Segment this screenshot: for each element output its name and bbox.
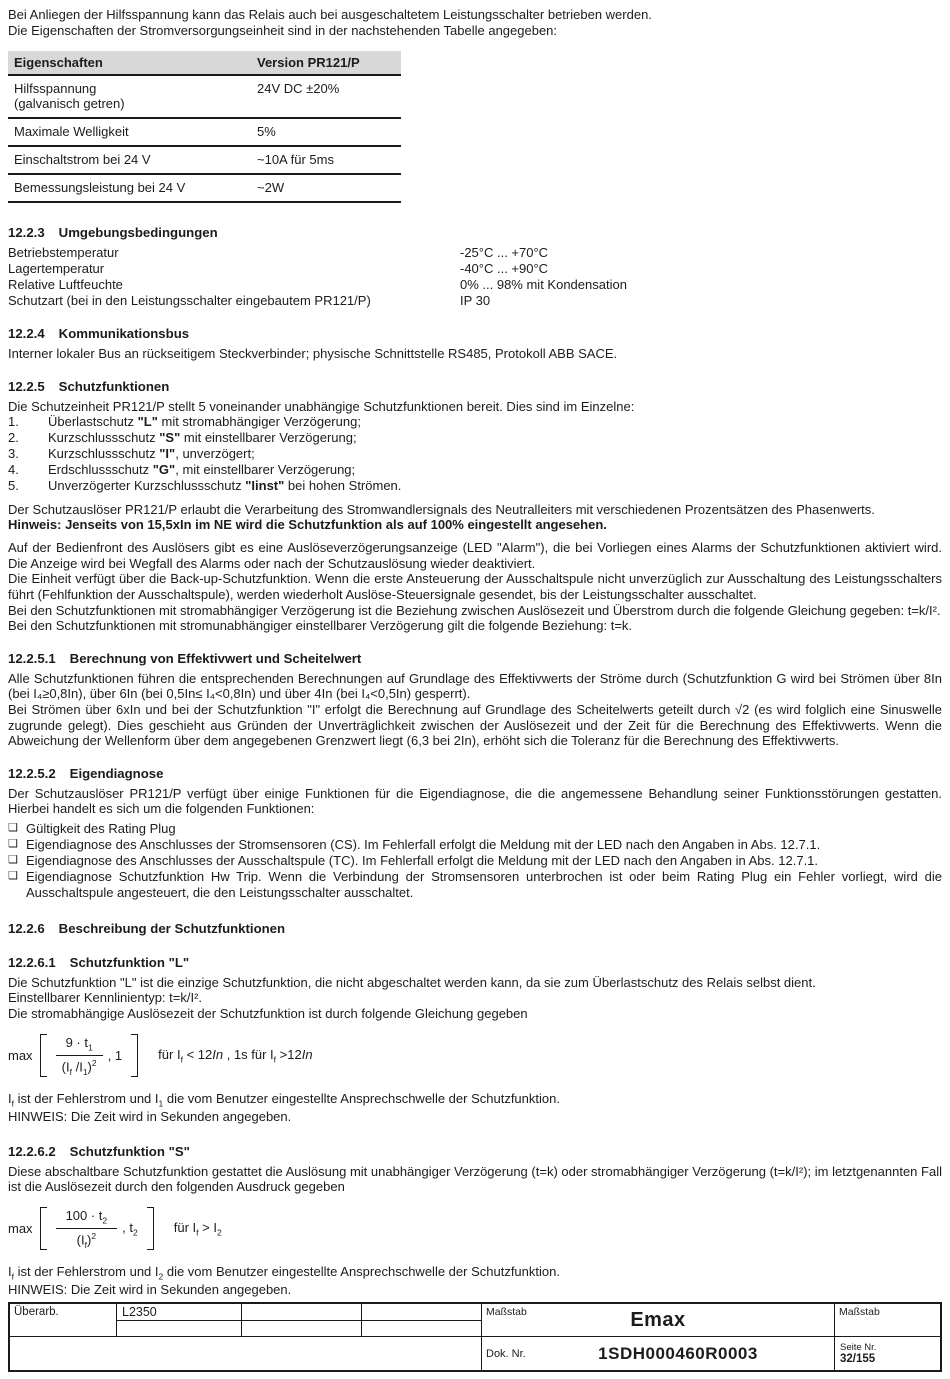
page-number: 32/155 — [840, 1353, 876, 1365]
list-text: Kurzschlussschutz "I", unverzögert; — [48, 446, 255, 462]
function-behaviour-block — [8, 540, 942, 634]
section-number: 12.2.6.1 — [8, 954, 56, 970]
table-header-version: Version PR121/P — [251, 51, 401, 75]
list-item — [8, 462, 942, 478]
bullet-item — [8, 837, 942, 853]
bullet-item — [8, 869, 942, 901]
seite-nr-label: Seite Nr. — [840, 1342, 877, 1353]
table-cell-label: Hilfsspannung (galvanisch getren) — [8, 75, 251, 118]
kommunikationsbus-paragraph: Interner lokaler Bus an rückseitigem Steckverbinder; physische Schnittstelle RS485, Protokoll ABB SACE. — [8, 346, 618, 362]
massstab-label: Maßstab — [839, 1306, 880, 1318]
product-name: Emax — [630, 1308, 686, 1331]
list-item — [8, 430, 942, 446]
section-heading-12-2-4 — [8, 326, 942, 341]
schutzfunktionen-intro: Die Schutzeinheit PR121/P stellt 5 voneinander unabhängige Schutzfunktionen bereit. Dies sind im Einzelne: — [8, 398, 635, 414]
section-title: Schutzfunktionen — [58, 378, 170, 394]
function-s-paragraph-1: Diese abschaltbare Schutzfunktion gestattet die Auslösung mit unabhängiger Verzögerung (t=k) oder stromabhängiger Verzögerung (t=k/I²); im letztgenannten Fall ist die Auslösezeit durch den folgenden Ausdruck gegeben — [8, 1163, 942, 1195]
table-cell-label: Maximale Welligkeit — [8, 118, 251, 146]
section-number: 12.2.4 — [8, 326, 45, 342]
list-text: Überlastschutz "L" mit stromabhängiger Verzögerung; — [48, 414, 361, 430]
table-header-row — [8, 51, 401, 75]
section-title: Schutzfunktion "S" — [69, 1143, 190, 1159]
section-title: Umgebungsbedingungen — [58, 225, 218, 241]
fraction-numerator: $100 \cdot t_2$ — [56, 1207, 118, 1230]
section-heading-12-2-5-2 — [8, 766, 942, 781]
neutral-conductor-paragraph: Der Schutzauslöser PR121/P erlaubt die Verarbeitung des Stromwandlersignals des Neutralleiters mit verschiedenen Prozentsätzen des Phasenwerts. Hinweis: Jenseits von 15,5xIn im NE wird die Schutzfunktion als auf 100% eingestellt angesehen. — [8, 502, 875, 533]
section-number: 12.2.5.2 — [8, 765, 56, 781]
env-condition-row: Relative Luftfeuchte 0% ... 98% mit Kondensation — [8, 277, 627, 293]
function-l-hinweis: HINWEIS: Die Zeit wird in Sekunden angegeben. — [8, 1108, 292, 1124]
table-cell-value: 5% — [251, 118, 401, 146]
intro-line-1: Bei Anliegen der Hilfsspannung kann das Relais auch bei ausgeschaltetem Leistungsschalter betrieben werden. — [8, 7, 652, 22]
title-block-row-2 — [10, 1337, 940, 1370]
peak-calculation-paragraph: Bei Strömen über 6xIn und bei der Schutzfunktion "I" erfolgt die Berechnung auf Grundlage des Scheitelwerts geteilt durch √2 (es wird folglich eine Sinuswelle zugrunde gelegt). Dies geschieht aus Gründen der Unverträglichkeit zwischen der Auslösezeit und der Zeit für die Berechnung des Effektivwerts. Wenn die Abweichung der Wellenform über dem angegebenen Grenzwert liegt (6,3 bei 2In), erhöht sich die Toleranz für die Berechnung des Effektivwerts. — [8, 701, 942, 749]
function-s-hinweis: HINWEIS: Die Zeit wird in Sekunden angegeben. — [8, 1282, 292, 1298]
section-number: 12.2.5 — [8, 378, 45, 394]
list-item — [8, 414, 942, 430]
function-l-paragraph-2: Einstellbarer Kennlinientyp: t=k/I². — [8, 990, 203, 1006]
bullet-item — [8, 853, 942, 869]
section-heading-12-2-6-1 — [8, 955, 942, 970]
checkbox-bullet-icon: ❑ — [8, 853, 18, 866]
section-title: Eigendiagnose — [69, 765, 164, 781]
list-text: Unverzögerter Kurzschlussschutz "Iinst" bei hohen Strömen. — [48, 478, 402, 494]
document-number: 1SDH000460R0003 — [598, 1343, 758, 1363]
fraction-numerator: $9 \cdot t_1$ — [56, 1034, 103, 1057]
list-number: 5. — [8, 478, 19, 494]
function-l-variables-note: $I_f$ ist der Fehlerstrom und $I_1$ die vom Benutzer eingestellte Ansprechschwelle der Schutzfunktion. — [8, 1091, 560, 1109]
revision-empty-cell — [362, 1321, 482, 1336]
list-number: 1. — [8, 414, 19, 430]
formula-second-argument: , $t_2$ — [122, 1219, 138, 1238]
section-title: Beschreibung der Schutzfunktionen — [58, 920, 286, 936]
section-heading-12-2-5 — [8, 379, 942, 394]
fraction — [56, 1034, 103, 1078]
section-number: 12.2.3 — [8, 225, 45, 241]
section-heading-12-2-6 — [8, 921, 942, 936]
bullet-text: Eigendiagnose des Anschlusses der Ausschaltspule (TC). Im Fehlerfall erfolgt die Meldung mit der LED nach den Angaben in Abs. 12.7.1. — [26, 852, 819, 868]
table-cell-label: Einschaltstrom bei 24 V — [8, 146, 251, 174]
env-condition-row: Schutzart (bei in den Leistungsschalter eingebautem PR121/P) IP 30 — [8, 293, 491, 309]
bullet-text: Eigendiagnose des Anschlusses der Stromsensoren (CS). Im Fehlerfall erfolgt die Meldung mit der LED nach den Angaben in Abs. 12.7.1. — [26, 836, 821, 852]
table-row — [8, 174, 401, 202]
hinweis-note: Hinweis: Jenseits von 15,5xIn im NE wird die Schutzfunktion als auf 100% eingestellt angesehen. — [8, 517, 607, 533]
section-title: Berechnung von Effektivwert und Scheitelwert — [69, 650, 362, 666]
title-block-row-1 — [10, 1304, 940, 1337]
table-header-eigenschaften: Eigenschaften — [8, 51, 251, 75]
table-cell-value: ~2W — [251, 174, 401, 202]
checkbox-bullet-icon: ❑ — [8, 821, 18, 834]
function-s-variables-note: $I_f$ ist der Fehlerstrom und $I_2$ die vom Benutzer eingestellte Ansprechschwelle der Schutzfunktion. — [8, 1264, 560, 1282]
intro-line-2: Die Eigenschaften der Stromversorgungseinheit sind in der nachstehenden Tabelle angegeben: — [8, 22, 558, 38]
section-heading-12-2-6-2 — [8, 1144, 942, 1159]
fraction-denominator: $(I_f)^2$ — [76, 1231, 97, 1251]
fraction-denominator: ($I_f$ $/I_1)^2$ — [61, 1058, 97, 1078]
open-bracket — [40, 1034, 47, 1078]
selfdiagnosis-list — [8, 821, 942, 901]
max-operator: max — [8, 1220, 33, 1236]
checkbox-bullet-icon: ❑ — [8, 837, 18, 850]
list-number: 2. — [8, 430, 19, 446]
list-item — [8, 478, 942, 494]
bullet-text: Eigendiagnose Schutzfunktion Hw Trip. Wenn die Verbindung der Stromsensoren unterbrochen ist oder beim Rating Plug ein Fehler vorliegt, wird die Ausschaltspule angesteuert, die den Leistungsschalter ausschaltet. — [26, 868, 942, 900]
power-supply-table — [8, 51, 401, 203]
protection-functions-list — [8, 414, 942, 494]
section-title: Kommunikationsbus — [58, 326, 190, 342]
section-heading-12-2-5-1 — [8, 651, 942, 666]
formula-condition: für $I_f < 12In$ , 1s für $I_f >12In$ — [158, 1046, 313, 1065]
document-number-cell — [482, 1337, 835, 1370]
revision-empty-cell — [242, 1321, 362, 1336]
trip-time-formula-l — [8, 1034, 942, 1078]
dok-nr-label: Dok. Nr. — [486, 1347, 526, 1360]
table-cell-value: ~10A für 5ms — [251, 146, 401, 174]
trip-time-formula-s — [8, 1207, 942, 1251]
list-item — [8, 446, 942, 462]
list-text: Erdschlussschutz "G", mit einstellbarer Verzögerung; — [48, 462, 356, 478]
empty-cell — [10, 1337, 482, 1370]
fraction — [56, 1207, 118, 1251]
function-l-paragraph-3: Die stromabhängige Auslösezeit der Schutzfunktion ist durch folgende Gleichung gegeben — [8, 1006, 528, 1022]
title-block — [8, 1302, 942, 1372]
massstab-label: Maßstab — [486, 1306, 527, 1318]
revision-grid — [117, 1304, 482, 1336]
massstab-cell-2 — [835, 1304, 940, 1336]
table-row — [8, 118, 401, 146]
revision-empty-cell — [362, 1304, 482, 1321]
formula-condition: für $I_f > I_2$ — [173, 1219, 222, 1238]
emax-cell — [482, 1304, 835, 1336]
revision-empty-cell — [117, 1321, 242, 1336]
function-l-paragraph-1: Die Schutzfunktion "L" ist die einzige Schutzfunktion, die nicht abgeschaltet werden kann, da sie zum Überlastschutz des Relais selbst dient. — [8, 974, 816, 990]
formula-second-argument: , 1 — [107, 1047, 123, 1063]
close-bracket — [147, 1207, 154, 1251]
revision-empty-cell — [242, 1304, 362, 1321]
page-number-cell — [835, 1337, 940, 1370]
bullet-text: Gültigkeit des Rating Plug — [26, 820, 176, 836]
checkbox-bullet-icon: ❑ — [8, 869, 18, 882]
table-row — [8, 146, 401, 174]
section-number: 12.2.6.2 — [8, 1143, 56, 1159]
intro-paragraph — [8, 7, 942, 38]
selfdiagnosis-intro: Der Schutzauslöser PR121/P verfügt über einige Funktionen für die Eigendiagnose, die die angemessene Behandlung seiner Funktionsstörungen gestatten. Hierbei handelt es sich um die folgenden Funktionen: — [8, 785, 942, 817]
table-cell-value: 24V DC ±20% — [251, 75, 401, 118]
env-condition-row: Betriebstemperatur -25°C ... +70°C — [8, 245, 549, 261]
list-text: Kurzschlussschutz "S" mit einstellbarer Verzögerung; — [48, 430, 357, 446]
dependent-delay-paragraph: Bei den Schutzfunktionen mit stromabhängiger Verzögerung ist die Beziehung zwischen Auslösezeit und Überstrom durch die folgende Gleichung gegeben: t=k/I². — [8, 602, 941, 618]
table-cell-label: Bemessungsleistung bei 24 V — [8, 174, 251, 202]
section-heading-12-2-3 — [8, 225, 942, 240]
revision-value: L2350 — [117, 1304, 242, 1321]
table-row — [8, 75, 401, 118]
section-title: Schutzfunktion "L" — [69, 954, 190, 970]
alarm-led-paragraph: Auf der Bedienfront des Auslösers gibt es eine Auslöseverzögerungsanzeige (LED "Alarm"), die bei Vorliegen eines Alarms der Schutzfunktionen aktiviert wird. Die Anzeige wird bei Wegfall des Alarms oder nach der Schutzauslösung wieder deaktiviert. — [8, 540, 942, 571]
list-number: 3. — [8, 446, 19, 462]
rms-calculation-paragraph: Alle Schutzfunktionen führen die entsprechenden Berechnungen auf Grundlage des Effektivwerts der Ströme durch (Schutzfunktion G wird bei Strömen über 8In (bei I₄≥0,8In), über 6In (bei 0,5In≤ I₄<0,8In) und über 4In (bei I₄<0,5In) gesperrt). — [8, 670, 942, 702]
close-bracket — [131, 1034, 138, 1078]
list-number: 4. — [8, 462, 19, 478]
max-operator: max — [8, 1047, 33, 1063]
independent-delay-paragraph: Bei den Schutzfunktionen mit stromunabhängiger einstellbarer Verzögerung gilt die folgende Beziehung: t=k. — [8, 618, 633, 634]
section-number: 12.2.6 — [8, 920, 45, 936]
backup-protection-paragraph: Die Einheit verfügt über die Back-up-Schutzfunktion. Wenn die erste Ansteuerung der Ausschaltspule nicht unverzüglich zur Ausschaltung des Leistungsschalters führt (Fehlfunktion der Ausschaltspule), werden wiederholt Auslöse-Steuersignale gesendet, bis der Leistungsschalter ausschaltet. — [8, 571, 942, 603]
env-condition-row: Lagertemperatur -40°C ... +90°C — [8, 261, 549, 277]
bullet-item — [8, 821, 942, 837]
ueberarb-cell: Überarb. — [10, 1304, 117, 1336]
open-bracket — [40, 1207, 47, 1251]
section-number: 12.2.5.1 — [8, 650, 56, 666]
